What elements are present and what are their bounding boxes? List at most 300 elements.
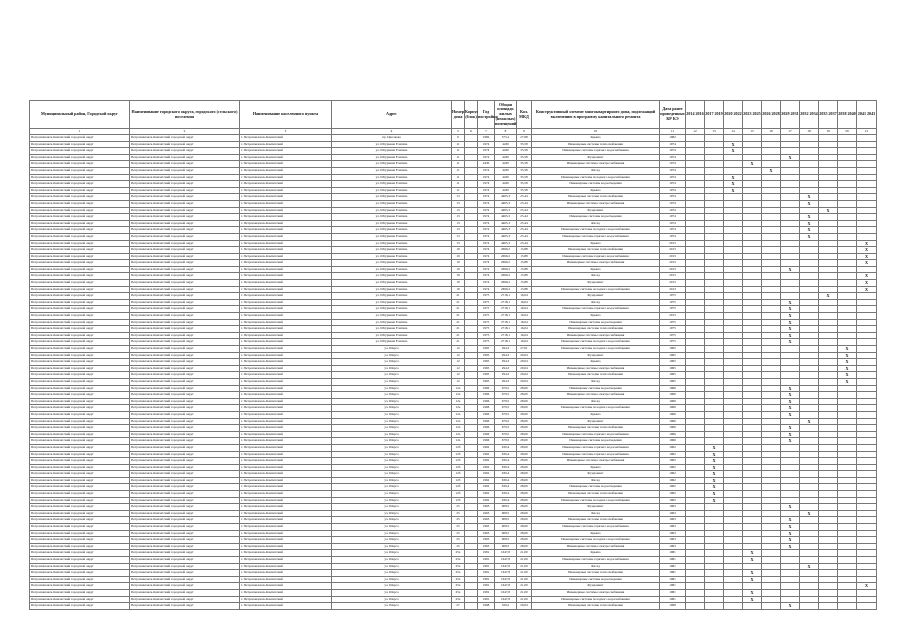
mkd-cell: 28,00: [517, 510, 532, 517]
period-cell: [743, 286, 762, 293]
area-cell: 1647,8: [495, 583, 517, 590]
period-cell: [743, 464, 762, 471]
period-mark: X: [743, 161, 762, 168]
table-row: [30, 405, 877, 412]
period-cell: [781, 576, 800, 583]
period-cell: [686, 603, 705, 610]
mkd-cell: 16,04: [517, 306, 532, 313]
area-cell: 4465,3: [495, 200, 517, 207]
period-mark: X: [705, 491, 724, 498]
period-cell: [686, 464, 705, 471]
house-cell: 21: [452, 332, 465, 339]
period-cell: [705, 319, 724, 326]
period-cell: [743, 372, 762, 379]
period-cell: [686, 181, 705, 188]
street-cell: ул. Штурмана Елагина: [332, 207, 452, 214]
area-cell: 630,4: [495, 444, 517, 451]
header-cell: Наименование городского округа, городского (сельского) поселения: [130, 101, 240, 129]
period-cell: [743, 194, 762, 201]
period-cell: [705, 589, 724, 596]
element-cell: Фасад: [532, 220, 660, 227]
block-cell: [465, 438, 478, 445]
table-row: [30, 313, 877, 320]
period-cell: [686, 319, 705, 326]
table-row: [30, 319, 877, 326]
house-cell: 9: [452, 135, 465, 142]
table-row: [30, 425, 877, 432]
period-cell: [705, 510, 724, 517]
year-cell: 1966: [478, 431, 495, 438]
area-cell: 2718,1: [495, 319, 517, 326]
mkd-cell: 28,00: [517, 411, 532, 418]
period-cell: [838, 385, 857, 392]
period-cell: [857, 405, 877, 412]
block-cell: [465, 444, 478, 451]
prior-repair-date-cell: 1962: [660, 491, 686, 498]
locality-cell: г. Петропавловск-Камчатский: [240, 438, 332, 445]
period-cell: [743, 167, 762, 174]
period-cell: [686, 510, 705, 517]
period-cell: [819, 405, 838, 412]
period-cell: [724, 200, 743, 207]
period-cell: [724, 484, 743, 491]
period-cell: [705, 563, 724, 570]
prior-repair-date-cell: 1962: [660, 497, 686, 504]
period-mark: X: [724, 187, 743, 194]
period-cell: [838, 471, 857, 478]
settlement-cell: Петропавловск-Камчатский городской округ: [130, 464, 240, 471]
element-cell: Инженерные системы холодного водоснабжения: [532, 537, 660, 544]
house-cell: 13: [452, 220, 465, 227]
period-cell: [781, 220, 800, 227]
block-cell: [465, 392, 478, 399]
period-cell: [857, 596, 877, 603]
period-cell: [762, 359, 781, 366]
prior-repair-date-cell: 1974: [660, 207, 686, 214]
area-cell: 1647,8: [495, 576, 517, 583]
header-cell: 2035 2037: [819, 101, 838, 129]
district-cell: Петропавловск-Камчатский городской округ: [30, 194, 130, 201]
area-cell: 294,3: [495, 352, 517, 359]
block-cell: [465, 280, 478, 287]
house-cell: 12: [452, 372, 465, 379]
period-cell: [686, 491, 705, 498]
period-cell: [724, 583, 743, 590]
table-row: [30, 411, 877, 418]
district-cell: Петропавловск-Камчатский городской округ: [30, 583, 130, 590]
locality-cell: г. Петропавловск-Камчатский: [240, 425, 332, 432]
period-cell: [838, 405, 857, 412]
locality-cell: г. Петропавловск-Камчатский: [240, 352, 332, 359]
period-cell: [838, 313, 857, 320]
house-cell: 21: [452, 306, 465, 313]
period-cell: [705, 438, 724, 445]
period-cell: [800, 557, 819, 564]
mkd-cell: 35,58: [517, 187, 532, 194]
street-cell: ул. Шарса: [332, 405, 452, 412]
period-cell: [686, 332, 705, 339]
settlement-cell: Петропавловск-Камчатский городской округ: [130, 385, 240, 392]
district-cell: Петропавловск-Камчатский городской округ: [30, 497, 130, 504]
mkd-cell: 29,04: [517, 365, 532, 372]
locality-cell: г. Петропавловск-Камчатский: [240, 167, 332, 174]
period-cell: [762, 510, 781, 517]
settlement-cell: Петропавловск-Камчатский городской округ: [130, 161, 240, 168]
period-cell: [724, 471, 743, 478]
element-cell: Инженерные системы горячего водоснабжения: [532, 148, 660, 155]
period-mark: X: [781, 438, 800, 445]
period-cell: [743, 247, 762, 254]
period-cell: [762, 438, 781, 445]
mkd-cell: 21,00: [517, 596, 532, 603]
table-row: [30, 510, 877, 517]
period-cell: [743, 260, 762, 267]
period-cell: [838, 603, 857, 610]
locality-cell: г. Петропавловск-Камчатский: [240, 418, 332, 425]
period-cell: [838, 220, 857, 227]
period-cell: [857, 504, 877, 511]
settlement-cell: Петропавловск-Камчатский городской округ: [130, 372, 240, 379]
prior-repair-date-cell: 1962: [660, 444, 686, 451]
locality-cell: г. Петропавловск-Камчатский: [240, 484, 332, 491]
element-cell: Инженерные системы электроснабжения: [532, 392, 660, 399]
element-cell: Инженерные системы горячего водоснабжения: [532, 431, 660, 438]
year-cell: 1962: [478, 464, 495, 471]
period-cell: [743, 425, 762, 432]
locality-cell: г. Петропавловск-Камчатский: [240, 491, 332, 498]
period-cell: [686, 589, 705, 596]
area-cell: 4465,3: [495, 194, 517, 201]
block-cell: [465, 207, 478, 214]
street-cell: ул. Шарса: [332, 550, 452, 557]
table-row: [30, 346, 877, 353]
period-cell: [743, 266, 762, 273]
element-cell: Инженерные системы теплоснабжения: [532, 425, 660, 432]
house-cell: 12б: [452, 444, 465, 451]
district-cell: Петропавловск-Камчатский городской округ: [30, 280, 130, 287]
period-cell: [724, 510, 743, 517]
period-cell: [743, 220, 762, 227]
house-cell: 13: [452, 194, 465, 201]
house-cell: 11: [452, 187, 465, 194]
area-cell: 630,4: [495, 491, 517, 498]
period-cell: [800, 247, 819, 254]
period-cell: [743, 319, 762, 326]
block-cell: [465, 510, 478, 517]
table-row: [30, 484, 877, 491]
house-cell: 12а: [452, 431, 465, 438]
area-cell: 1647,8: [495, 563, 517, 570]
locality-cell: г. Петропавловск-Камчатский: [240, 266, 332, 273]
period-cell: [686, 550, 705, 557]
settlement-cell: Петропавловск-Камчатский городской округ: [130, 266, 240, 273]
period-cell: [686, 438, 705, 445]
house-cell: 12: [452, 359, 465, 366]
period-cell: [838, 517, 857, 524]
locality-cell: г. Петропавловск-Камчатский: [240, 431, 332, 438]
year-cell: 1974: [478, 280, 495, 287]
period-cell: [724, 194, 743, 201]
period-cell: [705, 240, 724, 247]
period-cell: [686, 570, 705, 577]
year-cell: 1966: [478, 425, 495, 432]
element-cell: Фундамент: [532, 418, 660, 425]
period-cell: [724, 451, 743, 458]
prior-repair-date-cell: 1963: [660, 524, 686, 531]
mkd-cell: 28,00: [517, 418, 532, 425]
mkd-cell: 29,04: [517, 603, 532, 610]
period-cell: [724, 332, 743, 339]
area-cell: 2718,1: [495, 293, 517, 300]
locality-cell: г. Петропавловск-Камчатский: [240, 339, 332, 346]
block-cell: [465, 273, 478, 280]
year-cell: 1975: [478, 339, 495, 346]
block-cell: [465, 220, 478, 227]
period-cell: [743, 313, 762, 320]
district-cell: Петропавловск-Камчатский городской округ: [30, 543, 130, 550]
prior-repair-date-cell: 1974: [660, 181, 686, 188]
prior-repair-date-cell: 1981: [660, 563, 686, 570]
area-cell: 908,5: [495, 517, 517, 524]
period-cell: [724, 458, 743, 465]
period-cell: [800, 431, 819, 438]
prior-repair-date-cell: 1963: [660, 537, 686, 544]
locality-cell: г. Петропавловск-Камчатский: [240, 306, 332, 313]
prior-repair-date-cell: 1975: [660, 293, 686, 300]
block-cell: [465, 194, 478, 201]
period-cell: [762, 557, 781, 564]
period-cell: [819, 378, 838, 385]
prior-repair-date-cell: 1981: [660, 583, 686, 590]
table-row: [30, 589, 877, 596]
period-cell: [724, 135, 743, 142]
house-cell: 12б: [452, 484, 465, 491]
year-cell: 1965: [478, 359, 495, 366]
area-cell: 326,2: [495, 603, 517, 610]
prior-repair-date-cell: 1966: [660, 418, 686, 425]
mkd-cell: 25,44: [517, 227, 532, 234]
mkd-cell: 28,00: [517, 484, 532, 491]
period-cell: [724, 524, 743, 531]
locality-cell: г. Петропавловск-Камчатский: [240, 299, 332, 306]
house-cell: 12б: [452, 458, 465, 465]
period-cell: [857, 543, 877, 550]
period-cell: [800, 444, 819, 451]
prior-repair-date-cell: 1962: [660, 464, 686, 471]
element-cell: Крыша: [532, 313, 660, 320]
prior-repair-date-cell: 1974: [660, 194, 686, 201]
district-cell: Петропавловск-Камчатский городской округ: [30, 392, 130, 399]
element-cell: Инженерные системы электроснабжения: [532, 200, 660, 207]
house-cell: 25а: [452, 596, 465, 603]
table-row: [30, 194, 877, 201]
table-row: [30, 220, 877, 227]
settlement-cell: Петропавловск-Камчатский городской округ: [130, 135, 240, 142]
period-cell: [762, 405, 781, 412]
prior-repair-date-cell: 2013: [660, 313, 686, 320]
year-cell: 1974: [478, 181, 495, 188]
mkd-cell: 28,00: [517, 392, 532, 399]
mkd-cell: 16,04: [517, 326, 532, 333]
period-cell: [857, 524, 877, 531]
period-cell: [800, 352, 819, 359]
street-cell: ул. Шарса: [332, 477, 452, 484]
block-cell: [465, 471, 478, 478]
period-cell: [838, 200, 857, 207]
period-mark: X: [800, 227, 819, 234]
mkd-cell: 25,44: [517, 240, 532, 247]
period-cell: [781, 352, 800, 359]
prior-repair-date-cell: 1974: [660, 233, 686, 240]
period-cell: [838, 326, 857, 333]
district-cell: Петропавловск-Камчатский городской округ: [30, 154, 130, 161]
area-cell: 4465,3: [495, 233, 517, 240]
period-cell: [724, 319, 743, 326]
period-cell: [819, 589, 838, 596]
period-cell: [762, 332, 781, 339]
period-cell: [705, 352, 724, 359]
period-cell: [819, 372, 838, 379]
period-cell: [819, 174, 838, 181]
area-cell: 4465,3: [495, 220, 517, 227]
period-cell: [743, 563, 762, 570]
block-cell: [465, 346, 478, 353]
period-cell: [705, 530, 724, 537]
mkd-cell: 25,44: [517, 194, 532, 201]
year-cell: 1965: [478, 372, 495, 379]
period-cell: [686, 405, 705, 412]
district-cell: Петропавловск-Камчатский городской округ: [30, 563, 130, 570]
header-cell: Конструктивный элемент многоквартирного дома, подлежащий включению в программу капитального ремонта: [532, 101, 660, 129]
area-cell: 2690,2: [495, 253, 517, 260]
area-cell: 2718,1: [495, 326, 517, 333]
column-number: 12: [686, 129, 705, 135]
period-cell: [838, 247, 857, 254]
period-cell: [857, 510, 877, 517]
year-cell: 1966: [478, 411, 495, 418]
house-cell: 12б: [452, 491, 465, 498]
area-cell: 908,5: [495, 543, 517, 550]
period-cell: [743, 214, 762, 221]
period-mark: X: [781, 530, 800, 537]
district-cell: Петропавловск-Камчатский городской округ: [30, 233, 130, 240]
period-cell: [705, 392, 724, 399]
period-cell: [838, 207, 857, 214]
house-cell: 12а: [452, 392, 465, 399]
period-mark: X: [857, 273, 877, 280]
period-cell: [762, 313, 781, 320]
period-cell: [686, 378, 705, 385]
settlement-cell: Петропавловск-Камчатский городской округ: [130, 240, 240, 247]
period-mark: X: [857, 286, 877, 293]
year-cell: 1974: [478, 167, 495, 174]
period-cell: [686, 339, 705, 346]
district-cell: Петропавловск-Камчатский городской округ: [30, 286, 130, 293]
prior-repair-date-cell: 1962: [660, 484, 686, 491]
period-cell: [800, 260, 819, 267]
settlement-cell: Петропавловск-Камчатский городской округ: [130, 299, 240, 306]
period-cell: [781, 484, 800, 491]
table-row: [30, 227, 877, 234]
period-cell: [819, 524, 838, 531]
period-cell: [686, 372, 705, 379]
prior-repair-date-cell: 2013: [660, 266, 686, 273]
year-cell: 1962: [478, 444, 495, 451]
period-cell: [762, 372, 781, 379]
settlement-cell: Петропавловск-Камчатский городской округ: [130, 444, 240, 451]
prior-repair-date-cell: 1965: [660, 365, 686, 372]
settlement-cell: Петропавловск-Камчатский городской округ: [130, 458, 240, 465]
period-cell: [724, 260, 743, 267]
district-cell: Петропавловск-Камчатский городской округ: [30, 148, 130, 155]
mkd-cell: 28,00: [517, 451, 532, 458]
period-cell: [705, 372, 724, 379]
settlement-cell: Петропавловск-Камчатский городской округ: [130, 227, 240, 234]
table-row: [30, 543, 877, 550]
year-cell: 1962: [478, 451, 495, 458]
district-cell: Петропавловск-Камчатский городской округ: [30, 220, 130, 227]
period-cell: [781, 233, 800, 240]
period-cell: [838, 148, 857, 155]
area-cell: 294,3: [495, 359, 517, 366]
period-cell: [819, 167, 838, 174]
element-cell: Крыша: [532, 550, 660, 557]
period-cell: [762, 425, 781, 432]
period-mark: X: [800, 563, 819, 570]
block-cell: [465, 491, 478, 498]
period-cell: [724, 576, 743, 583]
block-cell: [465, 557, 478, 564]
period-cell: [781, 346, 800, 353]
period-cell: [705, 570, 724, 577]
year-cell: 1975: [478, 299, 495, 306]
period-cell: [857, 537, 877, 544]
area-cell: 2690,2: [495, 280, 517, 287]
table-row: [30, 563, 877, 570]
locality-cell: г. Петропавловск-Камчатский: [240, 477, 332, 484]
street-cell: ул. Штурмана Елагина: [332, 253, 452, 260]
street-cell: ул. Шарса: [332, 411, 452, 418]
period-cell: [686, 233, 705, 240]
district-cell: Петропавловск-Камчатский городской округ: [30, 352, 130, 359]
period-cell: [686, 411, 705, 418]
period-cell: [838, 557, 857, 564]
locality-cell: г. Петропавловск-Камчатский: [240, 240, 332, 247]
period-cell: [705, 148, 724, 155]
locality-cell: г. Петропавловск-Камчатский: [240, 214, 332, 221]
prior-repair-date-cell: 1974: [660, 200, 686, 207]
settlement-cell: Петропавловск-Камчатский городской округ: [130, 220, 240, 227]
table-row: [30, 148, 877, 155]
table-row: [30, 253, 877, 260]
period-cell: [857, 359, 877, 366]
table-row: [30, 326, 877, 333]
period-mark: X: [781, 431, 800, 438]
table-row: [30, 504, 877, 511]
period-cell: [724, 491, 743, 498]
period-cell: [724, 313, 743, 320]
period-cell: [781, 273, 800, 280]
street-cell: ул. Штурмана Елагина: [332, 227, 452, 234]
period-mark: X: [781, 339, 800, 346]
period-cell: [819, 359, 838, 366]
period-cell: [819, 596, 838, 603]
block-cell: [465, 398, 478, 405]
street-cell: ул. Шарса: [332, 596, 452, 603]
period-cell: [705, 187, 724, 194]
period-cell: [857, 365, 877, 372]
column-number: 11: [660, 129, 686, 135]
